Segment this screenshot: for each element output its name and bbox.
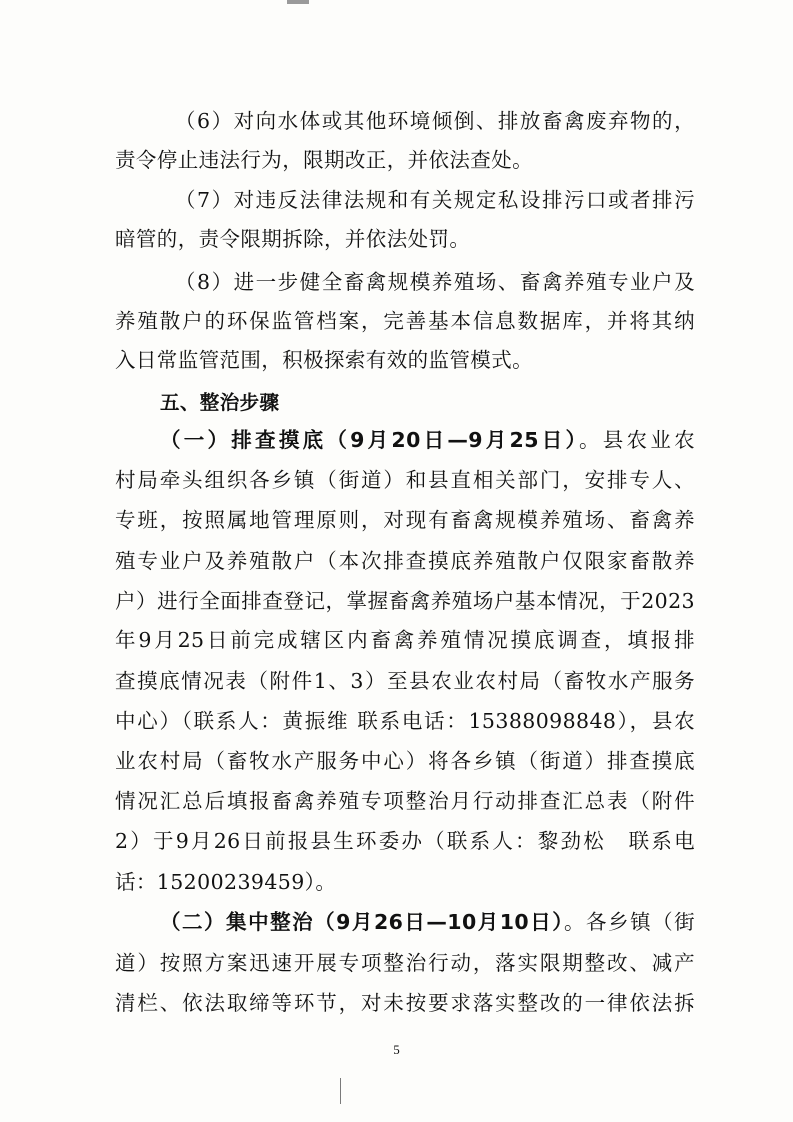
step-2-line: 清栏、依法取缔等环节，对未按要求落实整改的一律依法拆 — [115, 991, 695, 1015]
paragraph-7-line: （7）对违反法律法规和有关规定私设排污口或者排污 — [175, 188, 695, 212]
paragraph-8-line: （8）进一步健全畜禽规模养殖场、畜禽养殖专业户及 — [175, 270, 695, 294]
step-1-line: 情况汇总后填报畜禽养殖专项整治月行动排查汇总表（附件 — [115, 789, 695, 813]
step-2-text: 。各乡镇（街 — [564, 910, 696, 934]
step-1-first-line — [160, 420, 695, 460]
step-1-line: 业农村局（畜牧水产服务中心）将各乡镇（街道）排查摸底 — [115, 749, 695, 773]
step-2-first-line — [160, 902, 695, 942]
paragraph-6-line: 责令停止违法行为，限期改正，并依法查处。 — [115, 148, 533, 172]
step-1-line: 殖专业户及养殖散户（本次排查摸底养殖散户仅限家畜散养 — [115, 549, 695, 573]
step-1-text: 。县农业农 — [579, 428, 695, 452]
paragraph-7-line: 暗管的，责令限期拆除，并依法处罚。 — [115, 227, 471, 251]
step-1-line: 村局牵头组织各乡镇（街道）和县直相关部门，安排专人、 — [115, 468, 695, 492]
page-number: 5 — [393, 1042, 400, 1057]
step-1-line: 查摸底情况表（附件1、3）至县农业农村局（畜牧水产服务 — [115, 669, 695, 693]
step-1-line: 话：15200239459）。 — [115, 870, 337, 894]
step-1-line: 2）于9月26日前报县生环委办（联系人：黎劲松 联系电 — [115, 829, 695, 853]
step-2-line: 道）按照方案迅速开展专项整治行动，落实限期整改、减产 — [115, 951, 695, 975]
step-1-title: （一）排查摸底（9月20日—9月25日） — [160, 428, 580, 452]
step-1-line: 中心）（联系人：黄振维 联系电话：15388098848），县农 — [115, 709, 695, 733]
paragraph-8-line: 入日常监管范围，积极探索有效的监管模式。 — [115, 348, 533, 372]
paragraph-6-line: （6）对向水体或其他环境倾倒、排放畜禽废弃物的， — [175, 109, 695, 133]
step-1-line: 年9月25日前完成辖区内畜禽养殖情况摸底调查，填报排 — [115, 628, 695, 652]
scan-mark-top — [287, 0, 309, 4]
step-1-line: 户）进行全面排查登记，掌握畜禽养殖场户基本情况，于2023 — [115, 589, 695, 613]
step-1-line: 专班，按照属地管理原则，对现有畜禽规模养殖场、畜禽养 — [115, 508, 695, 532]
section-heading: 五、整治步骤 — [160, 391, 280, 414]
step-2-title: （二）集中整治（9月26日—10月10日） — [160, 910, 565, 934]
paragraph-8-line: 养殖散户的环保监管档案，完善基本信息数据库，并将其纳 — [115, 309, 695, 333]
scan-mark-bottom — [340, 1078, 341, 1104]
